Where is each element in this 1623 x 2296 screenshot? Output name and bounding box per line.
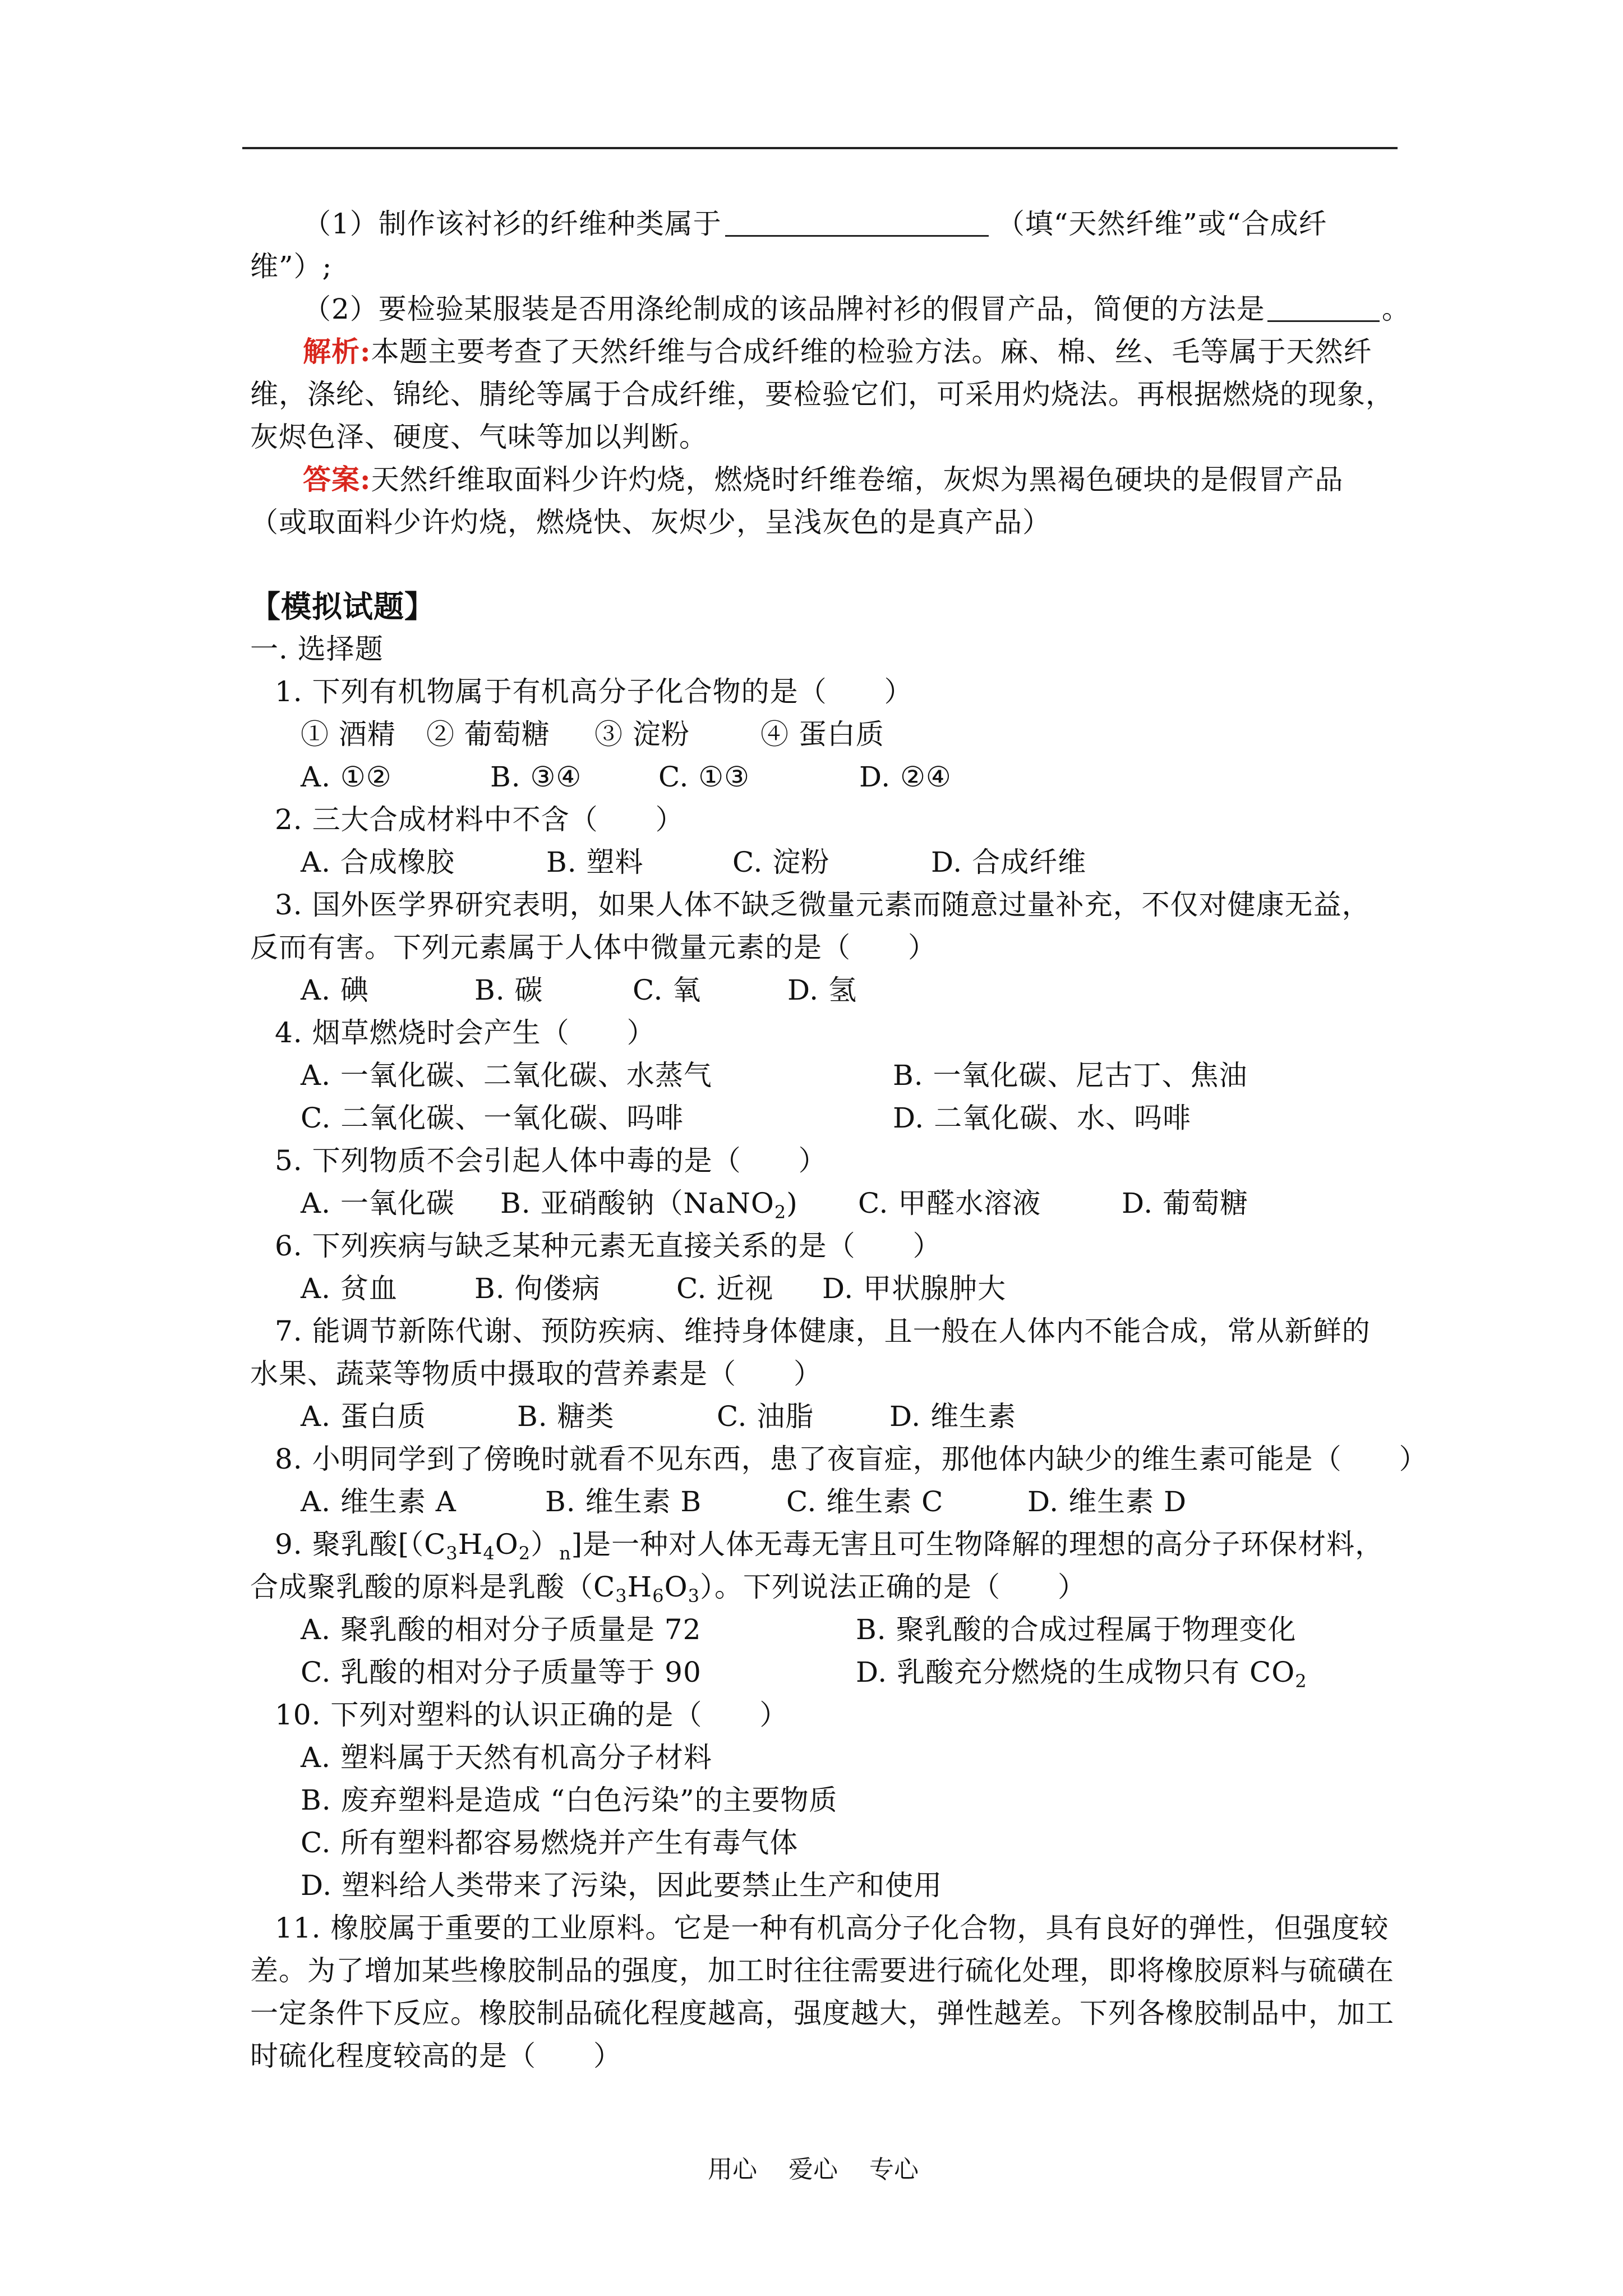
q7-option-c[interactable]: C. 油脂 [717,1400,814,1433]
q2-option-d[interactable]: D. 合成纤维 [931,846,1087,878]
q1-stem: 1. 下列有机物属于有机高分子化合物的是（ ） [275,675,913,708]
q8-stem: 8. 小明同学到了傍晚时就看不见东西，患了夜盲症，那他体内缺少的维生素可能是（ ） [275,1443,1428,1475]
q-sub1-text: （1）制作该衬衫的纤维种类属于 [303,208,722,240]
q-sub2-period: 。 [1381,293,1410,325]
answer-text-1: 天然纤维取面料少许灼烧，燃烧时纤维卷缩，灰烬为黑褐色硬块的是假冒产品 [371,463,1344,496]
q11-stem-line1: 11. 橡胶属于重要的工业原料。它是一种有机高分子化合物，具有良好的弹性，但强度较 [275,1912,1389,1944]
analysis-line2: 维，涤纶、锦纶、腈纶等属于合成纤维，要检验它们，可采用灼烧法。再根据燃烧的现象， [250,378,1394,411]
q9-sub-c: 3 [446,1543,458,1564]
q3-option-b[interactable]: B. 碳 [474,974,543,1006]
q11-stem-line2: 差。为了增加某些橡胶制品的强度，加工时往往需要进行硫化处理，即将橡胶原料与硫磺在 [250,1954,1394,1987]
q8-option-b[interactable]: B. 维生素 B [545,1485,702,1518]
answer-line2: （或取面料少许灼烧，燃烧快、灰烬少，呈浅灰色的是真产品） [250,506,1051,539]
q-sub1-line2: 维”）; [250,250,333,283]
q9-options-row1 [301,1611,1366,1648]
q8-option-a[interactable]: A. 维生素 A [301,1485,457,1518]
q9-option-a[interactable]: A. 聚乳酸的相对分子质量是 72 [301,1613,702,1646]
q9-sub-o: 2 [518,1543,531,1564]
q9-stem-part-rest: ]是一种对人体无毒无害且可生物降解的理想的高分子环保材料， [571,1528,1384,1561]
q-sub1-line1 [303,205,1327,242]
q1-options [301,758,1030,795]
q6-option-a[interactable]: A. 贫血 [301,1272,398,1305]
q9-stem2-part-rest: ）。下列说法正确的是（ ） [699,1571,1086,1603]
analysis-line1 [303,333,1372,370]
q9-sub2-o: 3 [688,1585,700,1607]
q-sub2-text: （2）要检验某服装是否用涤纶制成的该品牌衬衫的假冒产品，简便的方法是 [303,293,1265,325]
q9-stem2-part-h: H [627,1571,653,1603]
q2-stem: 2. 三大合成材料中不含（ ） [275,803,684,836]
q4-option-a[interactable]: A. 一氧化碳、二氧化碳、水蒸气 [301,1059,712,1092]
q9-sub-n: n [559,1543,571,1564]
q9-stem-line1 [275,1526,1384,1563]
answer-label: 答案: [303,463,371,496]
q4-options-row2 [301,1099,1366,1137]
q1-option-c[interactable]: C. ①③ [658,761,750,793]
q7-option-a[interactable]: A. 蛋白质 [301,1400,426,1433]
q5-option-b-text: B. 亚硝酸钠（NaNO [500,1187,774,1220]
q1-option-a[interactable]: A. ①② [301,761,392,793]
q5-options [301,1185,1310,1222]
q2-options [301,844,1086,881]
q10-option-a[interactable]: A. 塑料属于天然有机高分子材料 [301,1741,712,1774]
q3-option-a[interactable]: A. 碘 [301,974,369,1006]
q5-option-d[interactable]: D. 葡萄糖 [1122,1187,1249,1220]
q4-option-c[interactable]: C. 二氧化碳、一氧化碳、吗啡 [301,1102,684,1134]
q8-option-d[interactable]: D. 维生素 D [1027,1485,1187,1518]
q4-option-b[interactable]: B. 一氧化碳、尼古丁、焦油 [893,1059,1248,1092]
q9-stem-line2 [250,1568,1086,1605]
q11-stem-line4: 时硫化程度较高的是（ ） [250,2040,622,2072]
q-sub2-line [303,291,1410,328]
q3-stem-line1: 3. 国外医学界研究表明，如果人体不缺乏微量元素而随意过量补充，不仅对健康无益， [275,889,1371,921]
q-sub1-hint: （填“天然纤维”或“合成纤 [996,208,1327,240]
q7-stem-line1: 7. 能调节新陈代谢、预防疾病、维持身体健康，且一般在人体内不能合成，常从新鲜的 [275,1315,1371,1347]
q7-option-d[interactable]: D. 维生素 [889,1400,1017,1433]
header-rule [242,147,1398,149]
q9-option-d-text: D. 乳酸充分燃烧的生成物只有 CO [856,1656,1295,1688]
footer-word-1: 用心 [708,2155,757,2184]
q9-stem-part-paren: ） [531,1528,560,1561]
q1-option-d[interactable]: D. ②④ [859,761,952,793]
q9-stem2-part-a: 合成聚乳酸的原料是乳酸（C [250,1571,616,1603]
q9-sub-h: 4 [483,1543,495,1564]
footer-word-2: 爱心 [789,2155,838,2184]
q1-option-b[interactable]: B. ③④ [490,761,582,793]
q3-option-d[interactable]: D. 氢 [787,974,857,1006]
q4-stem: 4. 烟草燃烧时会产生（ ） [275,1016,656,1049]
q8-option-c[interactable]: C. 维生素 C [786,1485,944,1518]
q9-stem-part-o: O [495,1528,519,1561]
q9-sub2-c: 3 [615,1585,628,1607]
analysis-label: 解析: [303,335,371,368]
q3-stem-line2: 反而有害。下列元素属于人体中微量元素的是（ ） [250,931,937,964]
q6-option-b[interactable]: B. 佝偻病 [474,1272,601,1305]
q9-option-d-sub: 2 [1295,1671,1307,1692]
q5-subscript-2: 2 [774,1202,787,1223]
q10-stem: 10. 下列对塑料的认识正确的是（ ） [275,1699,789,1731]
q10-option-d[interactable]: D. 塑料给人类带来了污染，因此要禁止生产和使用 [301,1869,943,1902]
section-title: 【模拟试题】 [250,588,435,624]
q11-stem-line3: 一定条件下反应。橡胶制品硫化程度越高，强度越大，弹性越差。下列各橡胶制品中，加工 [250,1997,1394,2030]
q9-option-b[interactable]: B. 聚乳酸的合成过程属于物理变化 [856,1613,1297,1646]
part-title: 一. 选择题 [250,633,384,665]
q5-option-b-close: ) [786,1187,798,1220]
q7-options [301,1398,1086,1435]
q6-stem: 6. 下列疾病与缺乏某种元素无直接关系的是（ ） [275,1230,942,1262]
q2-option-b[interactable]: B. 塑料 [546,846,644,878]
answer-blank-2[interactable] [1267,292,1380,322]
q8-options [301,1483,1254,1520]
q1-item-1: ① 酒精 [301,718,396,751]
q6-option-d[interactable]: D. 甲状腺肿大 [822,1272,1007,1305]
analysis-text-1: 本题主要考查了天然纤维与合成纤维的检验方法。麻、棉、丝、毛等属于天然纤 [371,335,1372,368]
q3-options [301,972,974,1009]
q1-item-4: ④ 蛋白质 [760,718,884,751]
q2-option-c[interactable]: C. 淀粉 [732,846,830,878]
q9-sub2-h: 6 [652,1585,665,1607]
answer-line1 [303,461,1343,498]
q9-option-d[interactable] [856,1654,1307,1691]
page-footer [708,2153,950,2187]
q1-item-2: ② 葡萄糖 [426,718,550,751]
q4-option-d[interactable]: D. 二氧化碳、水、吗啡 [893,1102,1192,1134]
q9-stem-part-a: 9. 聚乳酸[（C [275,1528,446,1561]
q9-stem2-part-o: O [664,1571,688,1603]
q10-option-c[interactable]: C. 所有塑料都容易燃烧并产生有毒气体 [301,1826,799,1859]
q7-option-b[interactable]: B. 糖类 [517,1400,615,1433]
q6-option-c[interactable]: C. 近视 [676,1272,774,1305]
q9-option-c[interactable]: C. 乳酸的相对分子质量等于 90 [301,1656,702,1688]
q4-options-row1 [301,1057,1366,1094]
footer-word-3: 专心 [869,2155,919,2184]
analysis-line3: 灰烬色泽、硬度、气味等加以判断。 [250,421,708,453]
q5-option-b[interactable] [500,1185,798,1222]
q1-item-3: ③ 淀粉 [594,718,690,751]
q5-stem: 5. 下列物质不会引起人体中毒的是（ ） [275,1144,827,1177]
q9-stem-part-h: H [458,1528,483,1561]
q7-stem-line2: 水果、蔬菜等物质中摄取的营养素是（ ） [250,1358,822,1390]
q6-options [301,1270,1086,1307]
q3-option-c[interactable]: C. 氧 [633,974,702,1006]
q10-option-b[interactable]: B. 废弃塑料是造成 “白色污染”的主要物质 [301,1784,838,1816]
q1-items [301,716,1030,753]
q5-option-c[interactable]: C. 甲醛水溶液 [858,1187,1041,1220]
q2-option-a[interactable]: A. 合成橡胶 [301,846,455,878]
q9-options-row2 [301,1654,1366,1691]
answer-blank-1[interactable] [725,207,989,237]
q5-option-a[interactable]: A. 一氧化碳 [301,1187,455,1220]
